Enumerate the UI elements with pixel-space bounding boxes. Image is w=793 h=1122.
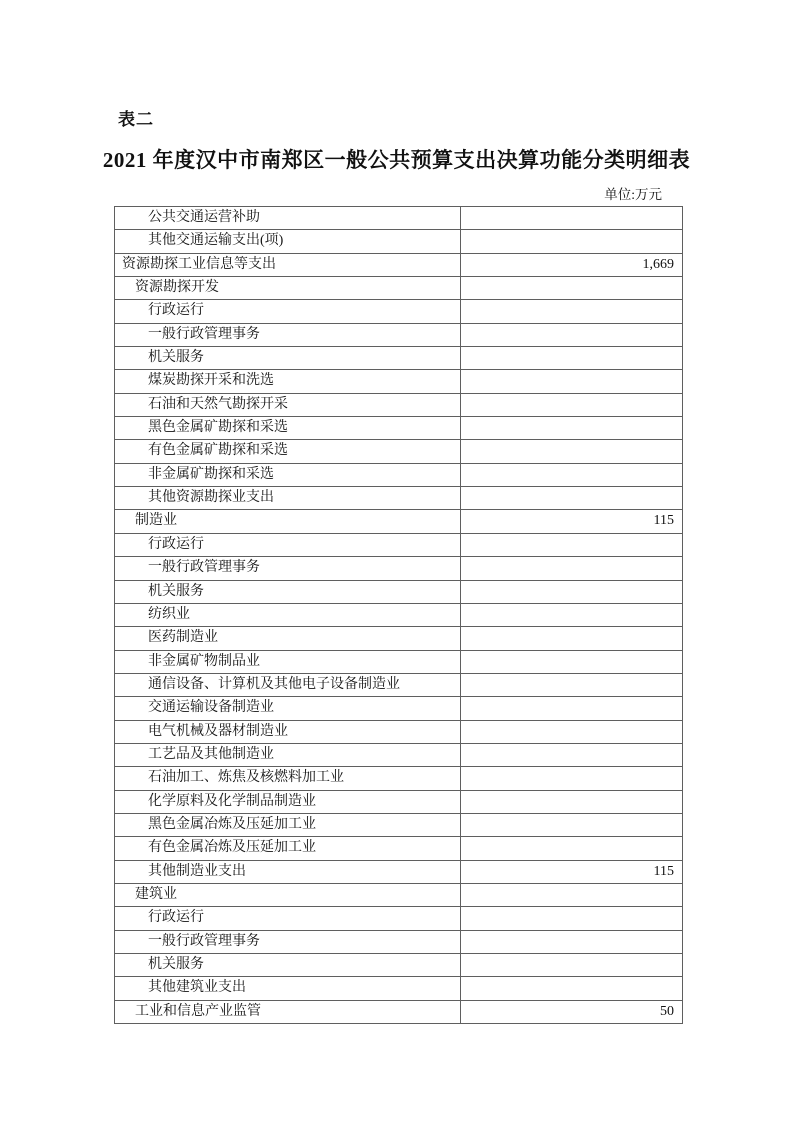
table-row	[115, 230, 683, 253]
table-row	[115, 440, 683, 463]
table-row	[115, 883, 683, 906]
row-value-cell	[461, 323, 683, 346]
row-label-cell: 其他制造业支出	[115, 860, 461, 883]
row-label-cell: 有色金属矿勘探和采选	[115, 440, 461, 463]
table-row	[115, 463, 683, 486]
table-row	[115, 300, 683, 323]
row-label-cell: 石油和天然气勘探开采	[115, 393, 461, 416]
row-value-cell	[461, 230, 683, 253]
row-label-cell: 电气机械及器材制造业	[115, 720, 461, 743]
row-value-cell	[461, 883, 683, 906]
row-label-cell: 行政运行	[115, 300, 461, 323]
row-value-cell	[461, 720, 683, 743]
table-row	[115, 207, 683, 230]
row-value-cell	[461, 603, 683, 626]
row-label-cell: 工业和信息产业监管	[115, 1000, 461, 1023]
row-label-cell: 机关服务	[115, 954, 461, 977]
unit-label: 单位:万元	[604, 187, 662, 202]
row-value-cell	[461, 300, 683, 323]
row-label-cell: 制造业	[115, 510, 461, 533]
row-label-cell: 石油加工、炼焦及核燃料加工业	[115, 767, 461, 790]
row-label-cell: 行政运行	[115, 533, 461, 556]
row-value-cell	[461, 650, 683, 673]
table-number-label: 表二	[118, 110, 154, 129]
table-row	[115, 930, 683, 953]
row-label-cell: 非金属矿物制品业	[115, 650, 461, 673]
row-label-cell: 黑色金属矿勘探和采选	[115, 417, 461, 440]
row-value-cell	[461, 370, 683, 393]
row-value-cell	[461, 627, 683, 650]
row-label-cell: 煤炭勘探开采和洗选	[115, 370, 461, 393]
table-row	[115, 557, 683, 580]
row-label-cell: 医药制造业	[115, 627, 461, 650]
row-value-cell: 1,669	[461, 253, 683, 276]
table-row	[115, 417, 683, 440]
table-row	[115, 813, 683, 836]
table-row	[115, 627, 683, 650]
table-row	[115, 323, 683, 346]
row-value-cell	[461, 767, 683, 790]
row-label-cell: 机关服务	[115, 347, 461, 370]
table-row	[115, 673, 683, 696]
page-title: 2021 年度汉中市南郑区一般公共预算支出决算功能分类明细表	[102, 148, 691, 172]
row-value-cell	[461, 580, 683, 603]
row-value-cell	[461, 813, 683, 836]
table-row	[115, 697, 683, 720]
table-row	[115, 510, 683, 533]
table-row	[115, 790, 683, 813]
row-value-cell	[461, 930, 683, 953]
table-row	[115, 580, 683, 603]
table-row	[115, 277, 683, 300]
row-label-cell: 资源勘探开发	[115, 277, 461, 300]
row-label-cell: 公共交通运营补助	[115, 207, 461, 230]
row-value-cell	[461, 697, 683, 720]
row-label-cell: 交通运输设备制造业	[115, 697, 461, 720]
row-value-cell	[461, 440, 683, 463]
row-value-cell	[461, 277, 683, 300]
row-value-cell	[461, 954, 683, 977]
row-value-cell: 50	[461, 1000, 683, 1023]
row-label-cell: 纺织业	[115, 603, 461, 626]
row-value-cell	[461, 907, 683, 930]
row-value-cell	[461, 417, 683, 440]
row-label-cell: 化学原料及化学制品制造业	[115, 790, 461, 813]
row-label-cell: 建筑业	[115, 883, 461, 906]
row-label-cell: 其他资源勘探业支出	[115, 487, 461, 510]
table-row	[115, 767, 683, 790]
row-label-cell: 通信设备、计算机及其他电子设备制造业	[115, 673, 461, 696]
table-row	[115, 253, 683, 276]
table-row	[115, 533, 683, 556]
row-label-cell: 非金属矿勘探和采选	[115, 463, 461, 486]
row-label-cell: 其他交通运输支出(项)	[115, 230, 461, 253]
row-value-cell	[461, 557, 683, 580]
table-row	[115, 907, 683, 930]
table-row	[115, 977, 683, 1000]
row-value-cell	[461, 533, 683, 556]
row-value-cell	[461, 977, 683, 1000]
table-row	[115, 837, 683, 860]
row-label-cell: 一般行政管理事务	[115, 930, 461, 953]
row-value-cell	[461, 790, 683, 813]
row-value-cell	[461, 837, 683, 860]
row-label-cell: 其他建筑业支出	[115, 977, 461, 1000]
table-row	[115, 370, 683, 393]
row-label-cell: 机关服务	[115, 580, 461, 603]
row-value-cell	[461, 743, 683, 766]
row-label-cell: 有色金属冶炼及压延加工业	[115, 837, 461, 860]
row-value-cell	[461, 347, 683, 370]
table-row	[115, 1000, 683, 1023]
row-label-cell: 一般行政管理事务	[115, 557, 461, 580]
row-value-cell: 115	[461, 510, 683, 533]
budget-table	[114, 206, 683, 1024]
table-row	[115, 860, 683, 883]
row-label-cell: 一般行政管理事务	[115, 323, 461, 346]
table-row	[115, 603, 683, 626]
row-label-cell: 工艺品及其他制造业	[115, 743, 461, 766]
row-value-cell	[461, 393, 683, 416]
budget-table-body	[115, 207, 683, 1024]
table-row	[115, 347, 683, 370]
table-row	[115, 743, 683, 766]
row-value-cell	[461, 207, 683, 230]
table-row	[115, 650, 683, 673]
table-row	[115, 487, 683, 510]
row-value-cell	[461, 673, 683, 696]
table-row	[115, 393, 683, 416]
row-value-cell	[461, 487, 683, 510]
row-label-cell: 行政运行	[115, 907, 461, 930]
row-value-cell	[461, 463, 683, 486]
row-label-cell: 资源勘探工业信息等支出	[115, 253, 461, 276]
row-label-cell: 黑色金属冶炼及压延加工业	[115, 813, 461, 836]
table-row	[115, 720, 683, 743]
table-row	[115, 954, 683, 977]
row-value-cell: 115	[461, 860, 683, 883]
